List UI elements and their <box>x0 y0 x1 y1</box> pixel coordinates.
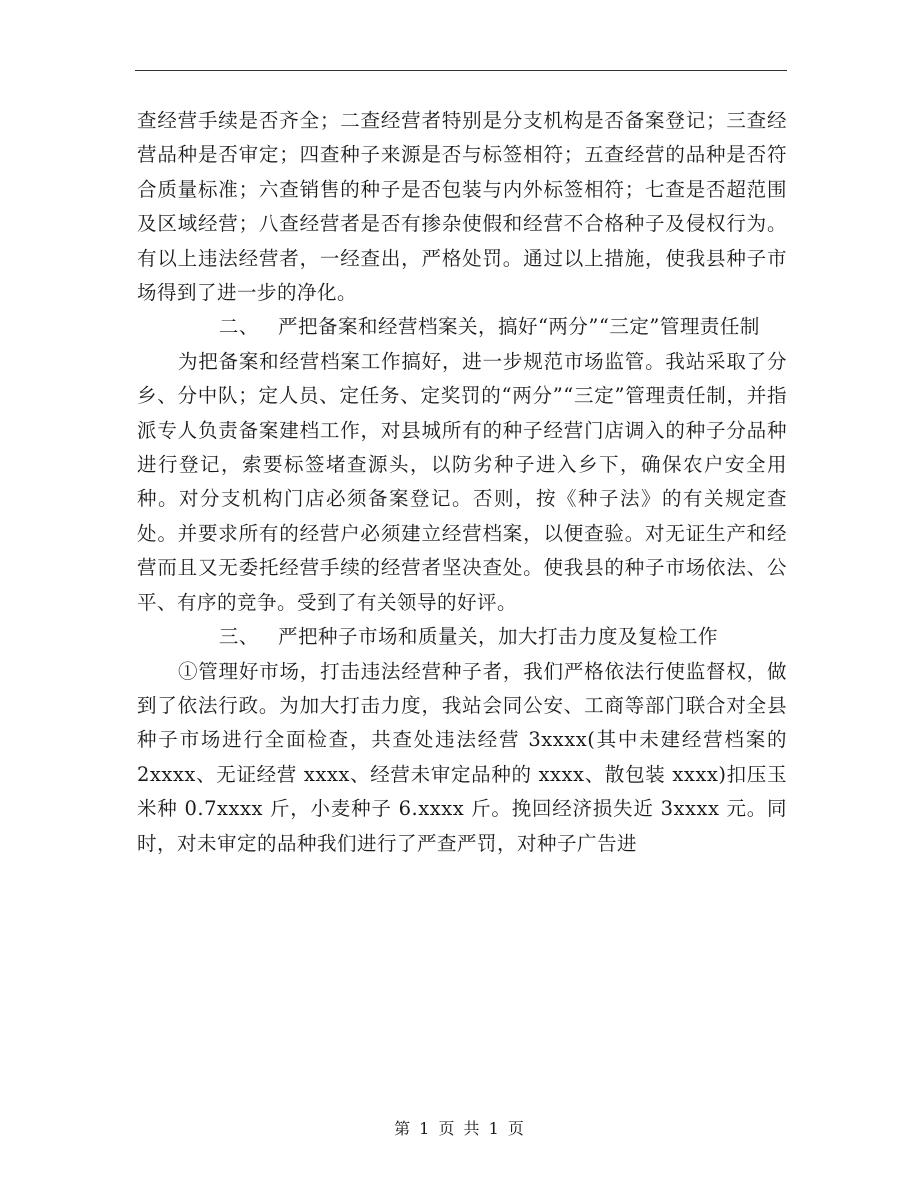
section-heading-3 <box>137 620 787 654</box>
section-heading-2 <box>137 310 787 344</box>
paragraph-market-enforcement: ①管理好市场，打击违法经营种子者，我们严格依法行使监督权，做到了依法行政。为加大打击力度，我站会同公安、工商等部门联合对全县种子市场进行全面检查，共查处违法经营 3xxxx(其中未建经营档案的 2xxxx、无证经营 xxxx、经营未审定品种的 xxxx、散包装 xxxx)扣压玉米种 0.7xxxx 斤，小麦种子 6.xxxx 斤。挽回经济损失近 3xxxx 元。同时，对未审定的品种我们进行了严查严罚，对种子广告进 <box>137 659 787 855</box>
section-title-2: 严把备案和经营档案关，搞好“两分”“三定”管理责任制 <box>277 315 760 339</box>
paragraph-inspection-items: 查经营手续是否齐全；二查经营者特别是分支机构是否备案登记；三查经营品种是否审定；四查种子来源是否与标签相符；五查经营的品种是否符合质量标准；六查销售的种子是否包装与内外标签相符；七查是否超范围及区域经营；八查经营者是否有掺杂使假和经营不合格种子及侵权行为。有以上违法经营者，一经查出，严格处罚。通过以上措施，使我县种子市场得到了进一步的净化。 <box>137 109 787 305</box>
document-body <box>137 104 787 861</box>
section-title-3: 严把种子市场和质量关，加大打击力度及复检工作 <box>277 625 718 649</box>
paragraph-filing-records: 为把备案和经营档案工作搞好，进一步规范市场监管。我站采取了分乡、分中队；定人员、定任务、定奖罚的“两分”“三定”管理责任制，并指派专人负责备案建档工作，对县城所有的种子经营门店调入的种子分品种进行登记，索要标签堵查源头，以防劣种子进入乡下，确保农户安全用种。对分支机构门店必须备案登记。否则，按《种子法》的有关规定查处。并要求所有的经营户必须建立经营档案，以便查验。对无证生产和经营而且又无委托经营手续的经营者坚决查处。使我县的种子市场依法、公平、有序的竞争。受到了有关领导的好评。 <box>137 349 787 614</box>
page-footer: 第 1 页 共 1 页 <box>394 1119 526 1138</box>
header-rule <box>135 70 787 71</box>
section-number-2: 二、 <box>218 315 259 339</box>
section-number-3: 三、 <box>218 625 259 649</box>
